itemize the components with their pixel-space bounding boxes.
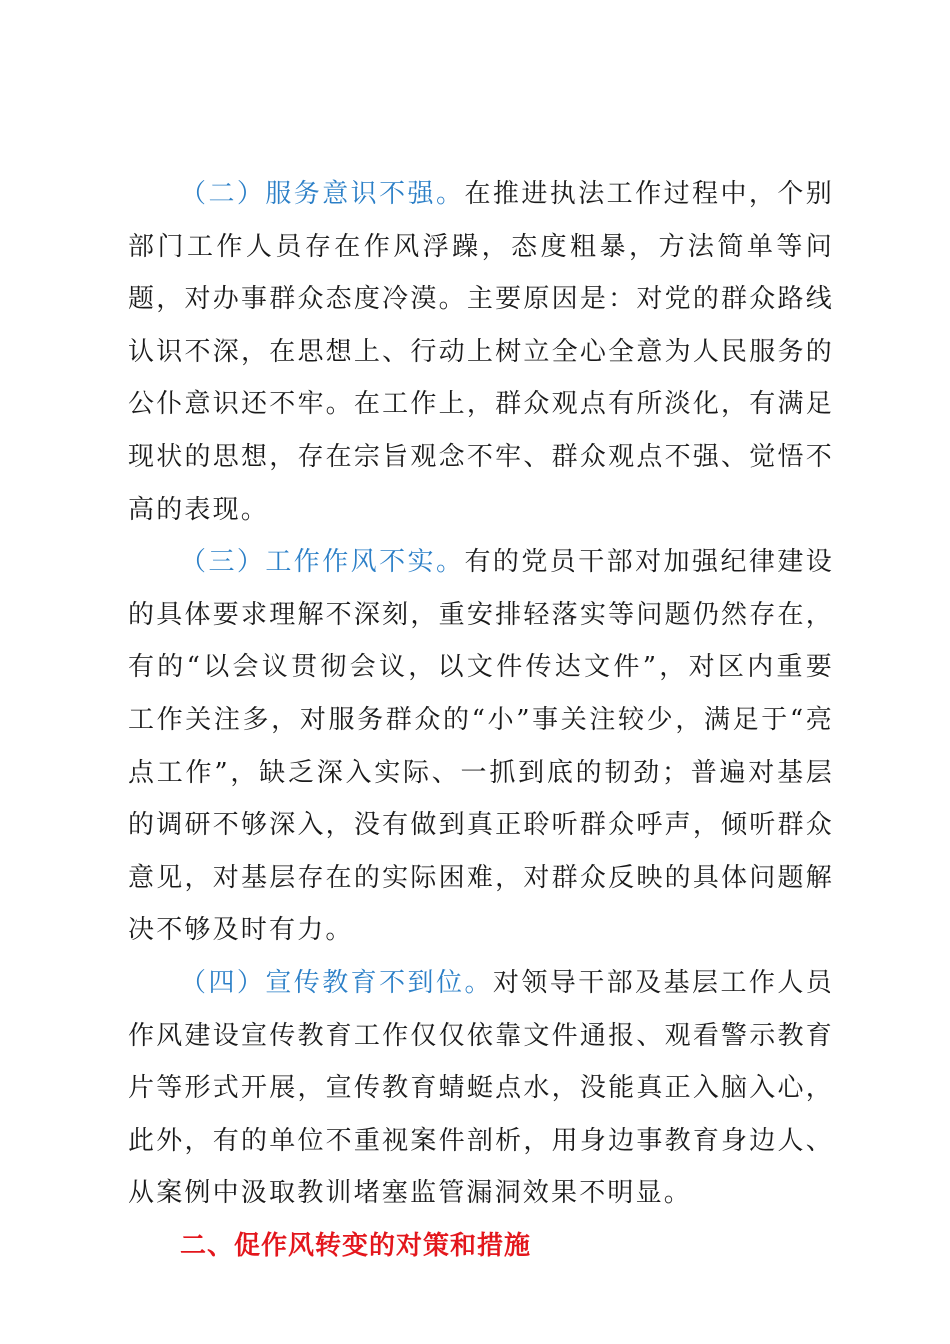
paragraph-publicity-education: [128, 957, 834, 1220]
section-heading: 二、促作风转变的对策和措施: [180, 1230, 532, 1261]
paragraph-text: 在推进执法工作过程中，个别部门工作人员存在作风浮躁，态度粗暴，方法简单等问题，对办事群众态度冷漠。主要原因是：对党的群众路线认识不深，在思想上、行动上树立全心全意为人民服务的公仆意识还不牢。在工作上，群众观点有所淡化，有满足现状的思想，存在宗旨观念不牢、群众观点不强、觉悟不高的表现。: [128, 179, 834, 525]
paragraph-service-awareness: [128, 168, 834, 536]
paragraph-text: 对领导干部及基层工作人员作风建设宣传教育工作仅仅依靠文件通报、观看警示教育片等形式开展，宣传教育蜻蜓点水，没能真正入脑入心，此外，有的单位不重视案件剖析，用身边事教育身边人、从案例中汲取教训堵塞监管漏洞效果不明显。: [128, 967, 835, 1209]
document-body: [128, 168, 834, 1272]
paragraph-lead: （三）工作作风不实。: [180, 547, 465, 578]
paragraph-text: 有的党员干部对加强纪律建设的具体要求理解不深刻，重安排轻落实等问题仍然存在，有的“以会议贯彻会议，以文件传达文件”，对区内重要工作关注多，对服务群众的“小”事关注较少，满足于“亮点工作”，缺乏深入实际、一抓到底的韧劲；普遍对基层的调研不够深入，没有做到真正聆听群众呼声，倾听群众意见，对基层存在的实际困难，对群众反映的具体问题解决不够及时有力。: [128, 547, 834, 946]
paragraph-work-style: [128, 536, 834, 957]
paragraph-lead: （四）宣传教育不到位。: [180, 967, 493, 998]
paragraph-lead: （二）服务意识不强。: [180, 179, 465, 209]
